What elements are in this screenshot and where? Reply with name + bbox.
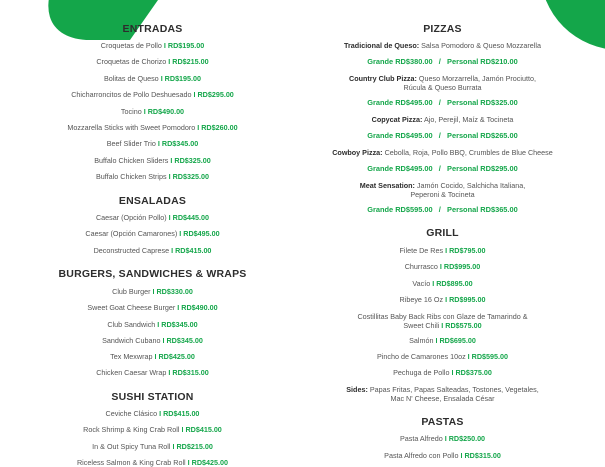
menu-item: Buffalo Chicken Sliders I RD$325.00	[94, 156, 211, 165]
menu-item: Pasta Alfredo con Pollo I RD$315.00	[384, 451, 501, 460]
menu-item: Salmón I RD$695.00	[409, 336, 476, 345]
menu-item: Pechuga de Pollo I RD$375.00	[393, 368, 492, 377]
pizza-item: Copycat Pizza: Ajo, Perejil, Maíz & Tocineta	[371, 115, 514, 124]
section-title-sushi: SUSHI STATION	[111, 391, 194, 403]
menu-item: Churrasco I RD$995.00	[404, 262, 481, 271]
menu-item: Costillitas Baby Back Ribs con Glaze de Tamarindo & Sweet Chili I RD$575.00	[357, 312, 528, 330]
menu-item: Pasta Alfredo I RD$250.00	[399, 434, 486, 443]
pizza-prices: Grande RD$495.00 / Personal RD$325.00	[367, 98, 518, 107]
menu-item: Sweet Goat Cheese Burger I RD$490.00	[87, 303, 218, 312]
menu-item: Rock Shrimp & King Crab Roll I RD$415.00	[83, 425, 222, 434]
menu-item: Beef Slider Trio I RD$345.00	[106, 139, 199, 148]
menu-item: Caesar (Opción Pollo) I RD$445.00	[95, 213, 210, 222]
menu-item: Pincho de Camarones 10oz I RD$595.00	[376, 352, 509, 361]
section-title-pastas: PASTAS	[421, 416, 464, 428]
pizza-prices: Grande RD$380.00 / Personal RD$210.00	[367, 57, 518, 66]
menu-item: Mozzarella Sticks with Sweet Pomodoro I RD$260.00	[67, 123, 238, 132]
pizza-prices: Grande RD$495.00 / Personal RD$295.00	[367, 164, 518, 173]
menu-item: Bolitas de Queso I RD$195.00	[103, 74, 202, 83]
section-title-burgers: BURGERS, SANDWICHES & WRAPS	[58, 268, 247, 280]
menu-item: Caesar (Opción Camarones) I RD$495.00	[85, 229, 220, 238]
menu-item: Ceviche Clásico I RD$415.00	[105, 409, 200, 418]
menu-item: Deconstructed Caprese I RD$415.00	[93, 246, 212, 255]
pizza-item: Cowboy Pizza: Cebolla, Roja, Pollo BBQ, Crumbles de Blue Cheese	[332, 148, 553, 157]
menu-item: Sandwich Cubano I RD$345.00	[102, 336, 203, 345]
menu-item: Buffalo Chicken Strips I RD$325.00	[96, 172, 209, 181]
pizza-prices: Grande RD$595.00 / Personal RD$365.00	[367, 205, 518, 214]
menu-item: In & Out Spicy Tuna Roll I RD$215.00	[92, 442, 213, 451]
pizza-item: Country Club Pizza: Queso Morzarrella, Jamón Prociutto, Rúcula & Queso Burrata	[349, 74, 536, 92]
menu-item: Tex Mexwrap I RD$425.00	[110, 352, 195, 361]
menu-item: Chicken Caesar Wrap I RD$315.00	[96, 368, 209, 377]
pizza-item: Tradicional de Queso: Salsa Pomodoro & Queso Mozzarella	[344, 41, 541, 50]
menu-item: Vacío I RD$895.00	[412, 279, 473, 288]
section-title-grill: GRILL	[426, 227, 459, 239]
menu-item: Ribeye 16 Oz I RD$995.00	[399, 295, 486, 304]
sides-note: Sides: Papas Fritas, Papas Salteadas, Tostones, Vegetales, Mac N' Cheese, Ensalada César	[346, 385, 539, 403]
section-title-ensaladas: ENSALADAS	[118, 195, 187, 207]
menu-item: Filete De Res I RD$795.00	[399, 246, 486, 255]
menu-item: Chicharroncitos de Pollo Deshuesado I RD$295.00	[71, 90, 234, 99]
section-title-entradas: ENTRADAS	[122, 23, 183, 35]
pizza-item: Meat Sensation: Jamón Cocido, Salchicha Italiana, Peperoni & Tocineta	[359, 181, 526, 199]
menu-item: Club Burger I RD$330.00	[112, 287, 193, 296]
menu-item: Riceless Salmon & King Crab Roll I RD$425.00	[76, 458, 228, 467]
menu-item: Club Sandwich I RD$345.00	[107, 320, 198, 329]
section-title-pizzas: PIZZAS	[423, 23, 462, 35]
menu-item: Tocino I RD$490.00	[120, 107, 185, 116]
menu-item: Croquetas de Chorizo I RD$215.00	[96, 57, 209, 66]
menu-item: Croquetas de Pollo I RD$195.00	[100, 41, 205, 50]
pizza-prices: Grande RD$495.00 / Personal RD$265.00	[367, 131, 518, 140]
